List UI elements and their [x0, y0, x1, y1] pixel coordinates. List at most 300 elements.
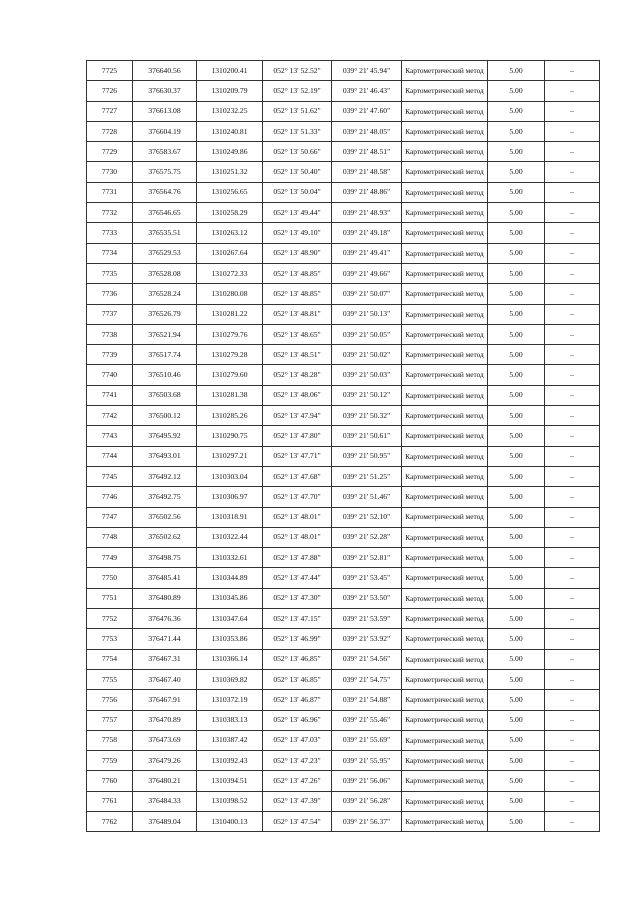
- y-coordinate-cell: 1310256.65: [197, 182, 263, 202]
- y-coordinate-cell: 1310272.33: [197, 263, 263, 283]
- method-cell: Картометрический метод: [402, 609, 488, 629]
- note-cell: –: [545, 324, 600, 344]
- note-cell: –: [545, 365, 600, 385]
- table-row: [87, 527, 600, 547]
- note-cell: –: [545, 568, 600, 588]
- latitude-cell: 052° 13' 46.85": [263, 669, 332, 689]
- accuracy-cell: 5.00: [488, 446, 545, 466]
- accuracy-cell: 5.00: [488, 751, 545, 771]
- point-number-cell: 7755: [87, 669, 133, 689]
- longitude-cell: 039° 21' 50.12": [332, 385, 402, 405]
- y-coordinate-cell: 1310344.89: [197, 568, 263, 588]
- longitude-cell: 039° 21' 48.58": [332, 162, 402, 182]
- table-row: [87, 811, 600, 831]
- note-cell: –: [545, 730, 600, 750]
- table-row: [87, 710, 600, 730]
- accuracy-cell: 5.00: [488, 243, 545, 263]
- longitude-cell: 039° 21' 50.32": [332, 406, 402, 426]
- method-cell: Картометрический метод: [402, 751, 488, 771]
- note-cell: –: [545, 345, 600, 365]
- longitude-cell: 039° 21' 50.03": [332, 365, 402, 385]
- longitude-cell: 039° 21' 50.05": [332, 324, 402, 344]
- x-coordinate-cell: 376489.04: [133, 811, 197, 831]
- y-coordinate-cell: 1310279.60: [197, 365, 263, 385]
- point-number-cell: 7731: [87, 182, 133, 202]
- y-coordinate-cell: 1310209.79: [197, 81, 263, 101]
- note-cell: –: [545, 304, 600, 324]
- accuracy-cell: 5.00: [488, 629, 545, 649]
- method-cell: Картометрический метод: [402, 548, 488, 568]
- note-cell: –: [545, 629, 600, 649]
- accuracy-cell: 5.00: [488, 81, 545, 101]
- method-cell: Картометрический метод: [402, 710, 488, 730]
- note-cell: –: [545, 466, 600, 486]
- method-cell: Картометрический метод: [402, 487, 488, 507]
- x-coordinate-cell: 376521.94: [133, 324, 197, 344]
- accuracy-cell: 5.00: [488, 771, 545, 791]
- table-row: [87, 629, 600, 649]
- y-coordinate-cell: 1310372.19: [197, 690, 263, 710]
- note-cell: –: [545, 121, 600, 141]
- table-body: [87, 61, 600, 832]
- point-number-cell: 7762: [87, 811, 133, 831]
- longitude-cell: 039° 21' 48.93": [332, 203, 402, 223]
- y-coordinate-cell: 1310347.64: [197, 609, 263, 629]
- x-coordinate-cell: 376640.56: [133, 61, 197, 81]
- latitude-cell: 052° 13' 46.99": [263, 629, 332, 649]
- note-cell: –: [545, 203, 600, 223]
- longitude-cell: 039° 21' 46.43": [332, 81, 402, 101]
- point-number-cell: 7752: [87, 609, 133, 629]
- method-cell: Картометрический метод: [402, 527, 488, 547]
- longitude-cell: 039° 21' 52.81": [332, 548, 402, 568]
- table-row: [87, 263, 600, 283]
- coordinates-page: [86, 60, 599, 832]
- table-row: [87, 690, 600, 710]
- table-row: [87, 609, 600, 629]
- y-coordinate-cell: 1310345.86: [197, 588, 263, 608]
- note-cell: –: [545, 609, 600, 629]
- x-coordinate-cell: 376535.51: [133, 223, 197, 243]
- method-cell: Картометрический метод: [402, 101, 488, 121]
- y-coordinate-cell: 1310318.91: [197, 507, 263, 527]
- y-coordinate-cell: 1310306.97: [197, 487, 263, 507]
- note-cell: –: [545, 142, 600, 162]
- point-number-cell: 7739: [87, 345, 133, 365]
- latitude-cell: 052° 13' 49.44": [263, 203, 332, 223]
- point-number-cell: 7749: [87, 548, 133, 568]
- latitude-cell: 052° 13' 48.85": [263, 284, 332, 304]
- latitude-cell: 052° 13' 47.54": [263, 811, 332, 831]
- x-coordinate-cell: 376502.56: [133, 507, 197, 527]
- accuracy-cell: 5.00: [488, 365, 545, 385]
- longitude-cell: 039° 21' 49.41": [332, 243, 402, 263]
- x-coordinate-cell: 376630.37: [133, 81, 197, 101]
- latitude-cell: 052° 13' 47.94": [263, 406, 332, 426]
- x-coordinate-cell: 376528.08: [133, 263, 197, 283]
- accuracy-cell: 5.00: [488, 263, 545, 283]
- accuracy-cell: 5.00: [488, 61, 545, 81]
- latitude-cell: 052° 13' 50.66": [263, 142, 332, 162]
- point-number-cell: 7725: [87, 61, 133, 81]
- point-number-cell: 7751: [87, 588, 133, 608]
- longitude-cell: 039° 21' 54.75": [332, 669, 402, 689]
- y-coordinate-cell: 1310353.86: [197, 629, 263, 649]
- y-coordinate-cell: 1310200.41: [197, 61, 263, 81]
- coordinates-table: [86, 60, 600, 832]
- x-coordinate-cell: 376492.12: [133, 466, 197, 486]
- latitude-cell: 052° 13' 47.26": [263, 771, 332, 791]
- table-row: [87, 771, 600, 791]
- table-row: [87, 385, 600, 405]
- x-coordinate-cell: 376613.08: [133, 101, 197, 121]
- x-coordinate-cell: 376467.31: [133, 649, 197, 669]
- longitude-cell: 039° 21' 55.46": [332, 710, 402, 730]
- point-number-cell: 7745: [87, 466, 133, 486]
- point-number-cell: 7740: [87, 365, 133, 385]
- x-coordinate-cell: 376492.75: [133, 487, 197, 507]
- x-coordinate-cell: 376500.12: [133, 406, 197, 426]
- method-cell: Картометрический метод: [402, 203, 488, 223]
- point-number-cell: 7743: [87, 426, 133, 446]
- y-coordinate-cell: 1310280.08: [197, 284, 263, 304]
- y-coordinate-cell: 1310281.38: [197, 385, 263, 405]
- method-cell: Картометрический метод: [402, 771, 488, 791]
- y-coordinate-cell: 1310366.14: [197, 649, 263, 669]
- x-coordinate-cell: 376473.69: [133, 730, 197, 750]
- note-cell: –: [545, 548, 600, 568]
- point-number-cell: 7759: [87, 751, 133, 771]
- longitude-cell: 039° 21' 52.10": [332, 507, 402, 527]
- y-coordinate-cell: 1310303.04: [197, 466, 263, 486]
- note-cell: –: [545, 162, 600, 182]
- y-coordinate-cell: 1310263.12: [197, 223, 263, 243]
- note-cell: –: [545, 507, 600, 527]
- note-cell: –: [545, 426, 600, 446]
- accuracy-cell: 5.00: [488, 101, 545, 121]
- longitude-cell: 039° 21' 49.18": [332, 223, 402, 243]
- x-coordinate-cell: 376480.21: [133, 771, 197, 791]
- y-coordinate-cell: 1310369.82: [197, 669, 263, 689]
- y-coordinate-cell: 1310267.64: [197, 243, 263, 263]
- point-number-cell: 7734: [87, 243, 133, 263]
- accuracy-cell: 5.00: [488, 142, 545, 162]
- note-cell: –: [545, 101, 600, 121]
- x-coordinate-cell: 376484.33: [133, 791, 197, 811]
- method-cell: Картометрический метод: [402, 142, 488, 162]
- longitude-cell: 039° 21' 51.46": [332, 487, 402, 507]
- table-row: [87, 426, 600, 446]
- accuracy-cell: 5.00: [488, 791, 545, 811]
- note-cell: –: [545, 588, 600, 608]
- y-coordinate-cell: 1310240.81: [197, 121, 263, 141]
- y-coordinate-cell: 1310332.61: [197, 548, 263, 568]
- point-number-cell: 7750: [87, 568, 133, 588]
- x-coordinate-cell: 376476.36: [133, 609, 197, 629]
- latitude-cell: 052° 13' 48.85": [263, 263, 332, 283]
- note-cell: –: [545, 81, 600, 101]
- accuracy-cell: 5.00: [488, 710, 545, 730]
- method-cell: Картометрический метод: [402, 324, 488, 344]
- x-coordinate-cell: 376493.01: [133, 446, 197, 466]
- x-coordinate-cell: 376528.24: [133, 284, 197, 304]
- accuracy-cell: 5.00: [488, 345, 545, 365]
- longitude-cell: 039° 21' 47.60": [332, 101, 402, 121]
- table-row: [87, 61, 600, 81]
- x-coordinate-cell: 376470.89: [133, 710, 197, 730]
- point-number-cell: 7726: [87, 81, 133, 101]
- note-cell: –: [545, 284, 600, 304]
- y-coordinate-cell: 1310285.26: [197, 406, 263, 426]
- accuracy-cell: 5.00: [488, 588, 545, 608]
- longitude-cell: 039° 21' 53.92": [332, 629, 402, 649]
- table-row: [87, 284, 600, 304]
- accuracy-cell: 5.00: [488, 121, 545, 141]
- point-number-cell: 7733: [87, 223, 133, 243]
- table-row: [87, 142, 600, 162]
- x-coordinate-cell: 376467.91: [133, 690, 197, 710]
- latitude-cell: 052° 13' 47.44": [263, 568, 332, 588]
- longitude-cell: 039° 21' 56.06": [332, 771, 402, 791]
- table-row: [87, 223, 600, 243]
- table-row: [87, 162, 600, 182]
- longitude-cell: 039° 21' 56.37": [332, 811, 402, 831]
- method-cell: Картометрический метод: [402, 61, 488, 81]
- point-number-cell: 7754: [87, 649, 133, 669]
- longitude-cell: 039° 21' 55.95": [332, 751, 402, 771]
- y-coordinate-cell: 1310387.42: [197, 730, 263, 750]
- longitude-cell: 039° 21' 45.94": [332, 61, 402, 81]
- x-coordinate-cell: 376564.76: [133, 182, 197, 202]
- accuracy-cell: 5.00: [488, 406, 545, 426]
- table-row: [87, 649, 600, 669]
- method-cell: Картометрический метод: [402, 466, 488, 486]
- y-coordinate-cell: 1310258.29: [197, 203, 263, 223]
- table-row: [87, 507, 600, 527]
- x-coordinate-cell: 376529.53: [133, 243, 197, 263]
- table-row: [87, 466, 600, 486]
- y-coordinate-cell: 1310392.43: [197, 751, 263, 771]
- latitude-cell: 052° 13' 46.87": [263, 690, 332, 710]
- y-coordinate-cell: 1310251.32: [197, 162, 263, 182]
- accuracy-cell: 5.00: [488, 385, 545, 405]
- point-number-cell: 7741: [87, 385, 133, 405]
- accuracy-cell: 5.00: [488, 223, 545, 243]
- accuracy-cell: 5.00: [488, 162, 545, 182]
- y-coordinate-cell: 1310398.52: [197, 791, 263, 811]
- x-coordinate-cell: 376575.75: [133, 162, 197, 182]
- latitude-cell: 052° 13' 51.33": [263, 121, 332, 141]
- latitude-cell: 052° 13' 50.40": [263, 162, 332, 182]
- longitude-cell: 039° 21' 52.28": [332, 527, 402, 547]
- table-row: [87, 669, 600, 689]
- method-cell: Картометрический метод: [402, 243, 488, 263]
- note-cell: –: [545, 669, 600, 689]
- latitude-cell: 052° 13' 47.80": [263, 426, 332, 446]
- latitude-cell: 052° 13' 48.81": [263, 304, 332, 324]
- method-cell: Картометрический метод: [402, 263, 488, 283]
- point-number-cell: 7738: [87, 324, 133, 344]
- note-cell: –: [545, 243, 600, 263]
- y-coordinate-cell: 1310322.44: [197, 527, 263, 547]
- point-number-cell: 7753: [87, 629, 133, 649]
- method-cell: Картометрический метод: [402, 304, 488, 324]
- accuracy-cell: 5.00: [488, 527, 545, 547]
- method-cell: Картометрический метод: [402, 121, 488, 141]
- longitude-cell: 039° 21' 48.86": [332, 182, 402, 202]
- point-number-cell: 7735: [87, 263, 133, 283]
- x-coordinate-cell: 376604.19: [133, 121, 197, 141]
- accuracy-cell: 5.00: [488, 487, 545, 507]
- table-row: [87, 304, 600, 324]
- method-cell: Картометрический метод: [402, 669, 488, 689]
- latitude-cell: 052° 13' 47.70": [263, 487, 332, 507]
- longitude-cell: 039° 21' 49.66": [332, 263, 402, 283]
- x-coordinate-cell: 376471.44: [133, 629, 197, 649]
- accuracy-cell: 5.00: [488, 649, 545, 669]
- y-coordinate-cell: 1310279.76: [197, 324, 263, 344]
- x-coordinate-cell: 376583.67: [133, 142, 197, 162]
- longitude-cell: 039° 21' 48.05": [332, 121, 402, 141]
- method-cell: Картометрический метод: [402, 649, 488, 669]
- point-number-cell: 7728: [87, 121, 133, 141]
- method-cell: Картометрический метод: [402, 426, 488, 446]
- point-number-cell: 7742: [87, 406, 133, 426]
- x-coordinate-cell: 376495.92: [133, 426, 197, 446]
- point-number-cell: 7732: [87, 203, 133, 223]
- longitude-cell: 039° 21' 54.88": [332, 690, 402, 710]
- longitude-cell: 039° 21' 56.28": [332, 791, 402, 811]
- table-row: [87, 791, 600, 811]
- point-number-cell: 7744: [87, 446, 133, 466]
- x-coordinate-cell: 376498.75: [133, 548, 197, 568]
- x-coordinate-cell: 376546.65: [133, 203, 197, 223]
- accuracy-cell: 5.00: [488, 182, 545, 202]
- latitude-cell: 052° 13' 47.03": [263, 730, 332, 750]
- longitude-cell: 039° 21' 50.07": [332, 284, 402, 304]
- accuracy-cell: 5.00: [488, 548, 545, 568]
- accuracy-cell: 5.00: [488, 730, 545, 750]
- point-number-cell: 7756: [87, 690, 133, 710]
- y-coordinate-cell: 1310383.13: [197, 710, 263, 730]
- y-coordinate-cell: 1310249.86: [197, 142, 263, 162]
- table-row: [87, 446, 600, 466]
- latitude-cell: 052° 13' 47.68": [263, 466, 332, 486]
- table-row: [87, 365, 600, 385]
- point-number-cell: 7761: [87, 791, 133, 811]
- y-coordinate-cell: 1310290.75: [197, 426, 263, 446]
- x-coordinate-cell: 376480.89: [133, 588, 197, 608]
- latitude-cell: 052° 13' 52.52": [263, 61, 332, 81]
- table-row: [87, 101, 600, 121]
- y-coordinate-cell: 1310400.13: [197, 811, 263, 831]
- latitude-cell: 052° 13' 48.28": [263, 365, 332, 385]
- note-cell: –: [545, 61, 600, 81]
- method-cell: Картометрический метод: [402, 730, 488, 750]
- table-row: [87, 345, 600, 365]
- table-row: [87, 588, 600, 608]
- note-cell: –: [545, 263, 600, 283]
- longitude-cell: 039° 21' 53.59": [332, 609, 402, 629]
- note-cell: –: [545, 710, 600, 730]
- x-coordinate-cell: 376479.26: [133, 751, 197, 771]
- note-cell: –: [545, 690, 600, 710]
- table-row: [87, 548, 600, 568]
- latitude-cell: 052° 13' 48.01": [263, 507, 332, 527]
- point-number-cell: 7746: [87, 487, 133, 507]
- accuracy-cell: 5.00: [488, 690, 545, 710]
- method-cell: Картометрический метод: [402, 811, 488, 831]
- method-cell: Картометрический метод: [402, 284, 488, 304]
- y-coordinate-cell: 1310279.28: [197, 345, 263, 365]
- x-coordinate-cell: 376526.79: [133, 304, 197, 324]
- latitude-cell: 052° 13' 47.23": [263, 751, 332, 771]
- point-number-cell: 7736: [87, 284, 133, 304]
- method-cell: Картометрический метод: [402, 507, 488, 527]
- note-cell: –: [545, 182, 600, 202]
- latitude-cell: 052° 13' 46.85": [263, 649, 332, 669]
- longitude-cell: 039° 21' 53.50": [332, 588, 402, 608]
- method-cell: Картометрический метод: [402, 81, 488, 101]
- longitude-cell: 039° 21' 54.56": [332, 649, 402, 669]
- accuracy-cell: 5.00: [488, 811, 545, 831]
- accuracy-cell: 5.00: [488, 426, 545, 446]
- x-coordinate-cell: 376485.41: [133, 568, 197, 588]
- table-row: [87, 487, 600, 507]
- method-cell: Картометрический метод: [402, 629, 488, 649]
- latitude-cell: 052° 13' 46.96": [263, 710, 332, 730]
- method-cell: Картометрический метод: [402, 365, 488, 385]
- accuracy-cell: 5.00: [488, 203, 545, 223]
- note-cell: –: [545, 385, 600, 405]
- point-number-cell: 7760: [87, 771, 133, 791]
- point-number-cell: 7730: [87, 162, 133, 182]
- note-cell: –: [545, 771, 600, 791]
- latitude-cell: 052° 13' 47.30": [263, 588, 332, 608]
- latitude-cell: 052° 13' 47.39": [263, 791, 332, 811]
- accuracy-cell: 5.00: [488, 507, 545, 527]
- table-row: [87, 121, 600, 141]
- x-coordinate-cell: 376503.68: [133, 385, 197, 405]
- latitude-cell: 052° 13' 51.62": [263, 101, 332, 121]
- method-cell: Картометрический метод: [402, 223, 488, 243]
- x-coordinate-cell: 376467.40: [133, 669, 197, 689]
- method-cell: Картометрический метод: [402, 588, 488, 608]
- table-row: [87, 406, 600, 426]
- note-cell: –: [545, 751, 600, 771]
- table-row: [87, 182, 600, 202]
- note-cell: –: [545, 527, 600, 547]
- point-number-cell: 7727: [87, 101, 133, 121]
- table-row: [87, 751, 600, 771]
- latitude-cell: 052° 13' 47.71": [263, 446, 332, 466]
- point-number-cell: 7729: [87, 142, 133, 162]
- method-cell: Картометрический метод: [402, 690, 488, 710]
- note-cell: –: [545, 649, 600, 669]
- method-cell: Картометрический метод: [402, 568, 488, 588]
- x-coordinate-cell: 376510.46: [133, 365, 197, 385]
- point-number-cell: 7758: [87, 730, 133, 750]
- longitude-cell: 039° 21' 50.95": [332, 446, 402, 466]
- longitude-cell: 039° 21' 50.02": [332, 345, 402, 365]
- longitude-cell: 039° 21' 53.45": [332, 568, 402, 588]
- accuracy-cell: 5.00: [488, 466, 545, 486]
- note-cell: –: [545, 446, 600, 466]
- table-row: [87, 568, 600, 588]
- accuracy-cell: 5.00: [488, 304, 545, 324]
- method-cell: Картометрический метод: [402, 791, 488, 811]
- y-coordinate-cell: 1310297.21: [197, 446, 263, 466]
